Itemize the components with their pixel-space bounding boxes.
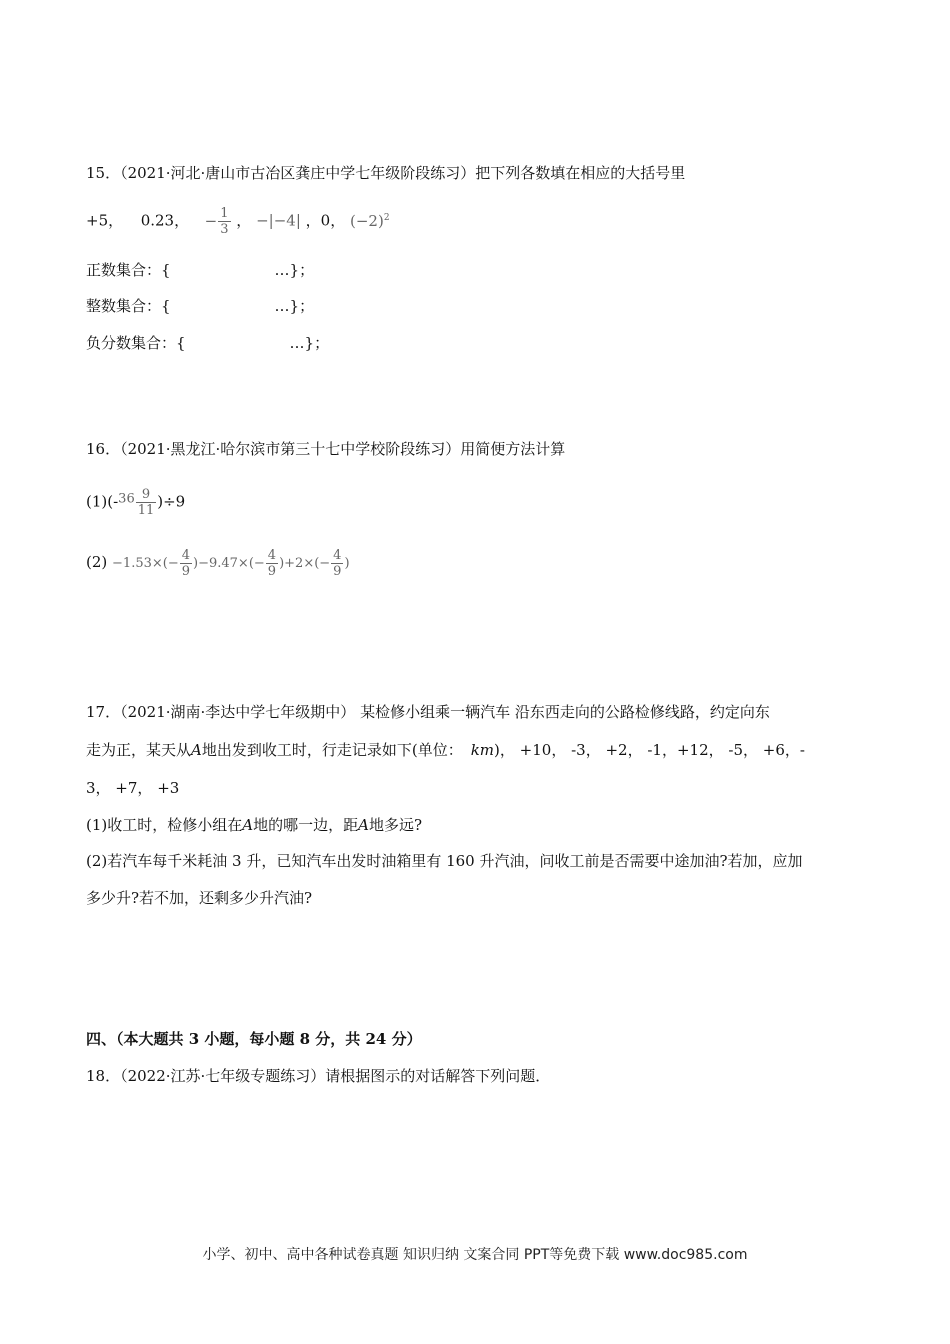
q17-part2-line2: 多少升?若不加，还剩多少升汽油?: [86, 889, 313, 907]
q15-integer-set: 整数集合：{ …}；: [86, 297, 315, 315]
q15-sep1: ，: [236, 211, 252, 230]
q16-part2-expression: −1.53×(− $\frac{4}{9}$ )−9.47×(− $\frac{4}{9}$ )+2×(− $\frac{4}{9}$ ): [112, 548, 350, 579]
q16-title: 16．（2021·黑龙江·哈尔滨市第三十七中学校阶段练习）用简便方法计算: [86, 440, 566, 458]
q17-part1: (1)收工时，检修小组在A地的哪一边，距A地多远?: [86, 816, 422, 834]
q15-num-plus5: +5，: [86, 211, 124, 230]
q15-fraction-neg-third: − $\frac{1}{3}$: [204, 206, 229, 237]
q15-power-expression: $(-2)^2$: [350, 211, 390, 230]
q17-part2-line1: (2)若汽车每千米耗油 3 升，已知汽车出发时油箱里有 160 升汽油，问收工前是否需要中途加油?若加，应加: [86, 852, 803, 870]
q15-negative-fraction-set: 负分数集合：{ …}；: [86, 334, 330, 352]
q17-line1: 17．（2021·湖南·李达中学七年级期中） 某检修小组乘一辆汽车 沿东西走向的公路检修线路，约定向东: [86, 703, 770, 721]
page-footer: 小学、初中、高中各种试卷真题 知识归纳 文案合同 PPT等免费下载 www.doc985.com: [202, 1247, 748, 1263]
q15-positive-set: 正数集合：{ …}；: [86, 261, 315, 279]
q15-abs-expression: −|−4|: [256, 211, 301, 230]
q18-title: 18．（2022·江苏·七年级专题练习）请根据图示的对话解答下列问题．: [86, 1067, 551, 1085]
q15-title: 15．（2021·河北·唐山市古冶区龚庄中学七年级阶段练习）把下列各数填在相应的大括号里: [86, 164, 686, 182]
q17-line3: 3， +7， +3: [86, 779, 180, 797]
q15-numbers: [86, 206, 390, 237]
q16-part1: (1)(-36 $\frac{9}{11}$ )÷9: [86, 487, 186, 518]
q15-num-023: 0.23，: [140, 211, 190, 230]
q15-sep2: ，0，: [305, 211, 346, 230]
q16-part2: (2) −1.53×(− $\frac{4}{9}$ )−9.47×(− $\frac{4}{9}$ )+2×(− $\frac{4}{9}$ ): [86, 548, 350, 579]
q17-line2: 走为正，某天从A地出发到收工时，行走记录如下(单位： km)， +10， -3， +2， -1，+12， -5， +6，-: [86, 741, 805, 759]
section4-heading: 四、（本大题共 3 小题，每小题 8 分，共 24 分）: [86, 1030, 422, 1048]
